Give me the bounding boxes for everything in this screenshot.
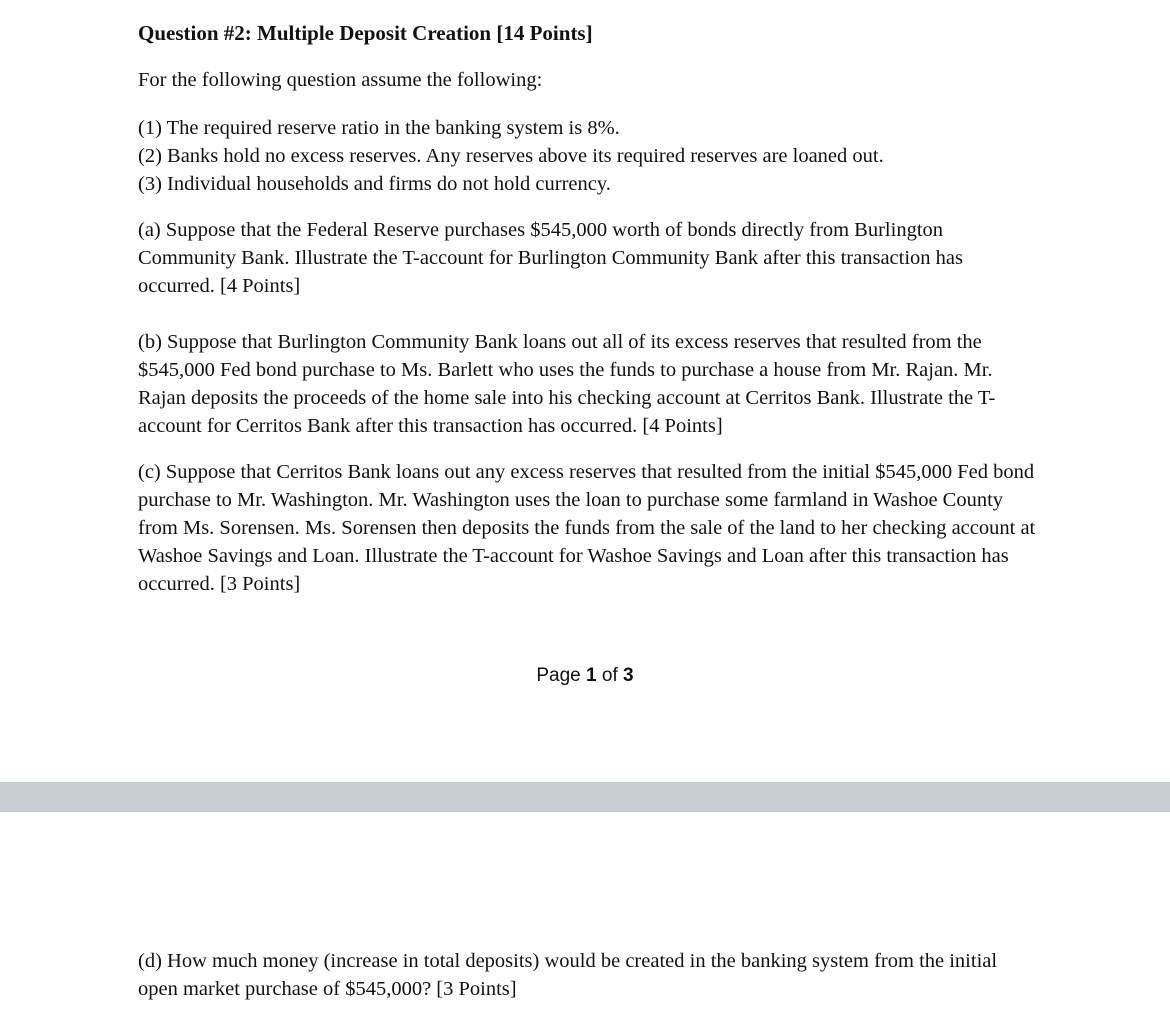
page-footer (0, 664, 1170, 688)
assumption-item: (1) The required reserve ratio in the banking system is 8%. (138, 117, 620, 139)
assumptions-list (138, 114, 1038, 198)
question-c: (c) Suppose that Cerritos Bank loans out any excess reserves that resulted from the initial $545,000 Fed bond purchase to Mr. Washington. Mr. Washington uses the loan to purchase some farmland in Washoe County from Ms. Sorensen. Ms. Sorensen then deposits the funds from the sale of the land to her checking account at Washoe Savings and Loan. Illustrate the T-account for Washoe Savings and Loan after this transaction has occurred. [3 Points] (138, 461, 1036, 595)
page-label: Page (536, 665, 581, 686)
question-title: Question #2: Multiple Deposit Creation [14 Points] (138, 21, 593, 45)
total-pages-number: 3 (623, 665, 634, 686)
question-a: (a) Suppose that the Federal Reserve purchases $545,000 worth of bonds directly from Burlington Community Bank. Illustrate the T-account for Burlington Community Bank after this transaction has occurred. [4 Points] (138, 219, 963, 297)
question-b: (b) Suppose that Burlington Community Bank loans out all of its excess reserves that resulted from the $545,000 Fed bond purchase to Ms. Barlett who uses the funds to purchase a house from Mr. Rajan. Mr. Rajan deposits the proceeds of the home sale into his checking account at Cerritos Bank. Illustrate the T-account for Cerritos Bank after this transaction has occurred. [4 Points] (138, 331, 996, 437)
intro-text: For the following question assume the following: (138, 69, 543, 91)
assumption-item: (2) Banks hold no excess reserves. Any reserves above its required reserves are loaned out. (138, 145, 884, 167)
question-d: (d) How much money (increase in total deposits) would be created in the banking system from the initial open market purchase of $545,000? [3 Points] (138, 950, 998, 1000)
current-page-number: 1 (586, 665, 597, 686)
of-label: of (601, 665, 618, 686)
assumption-item: (3) Individual households and firms do not hold currency. (138, 173, 611, 195)
page-separator (0, 782, 1170, 812)
